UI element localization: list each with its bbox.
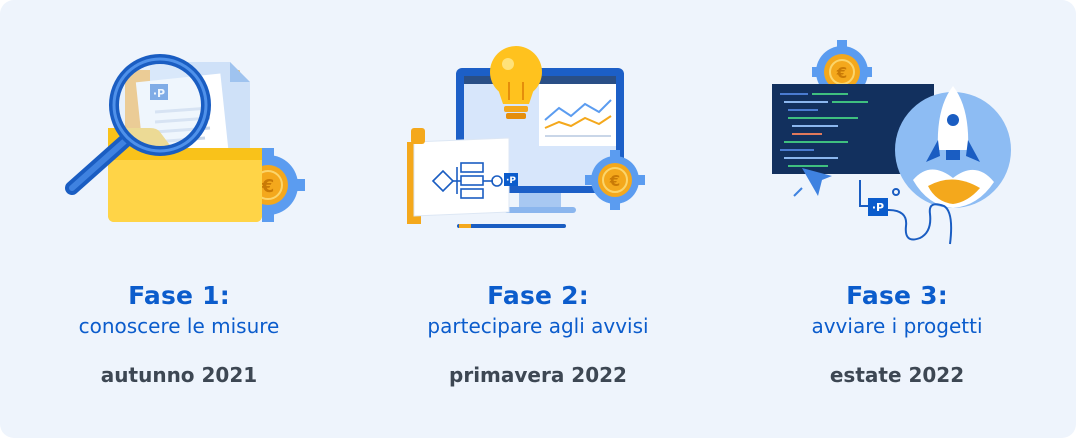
phase-1-illustration bbox=[0, 0, 358, 260]
svg-text:·P: ·P bbox=[871, 201, 885, 214]
phase-subtitle: avviare i progetti bbox=[811, 314, 983, 338]
svg-text:€: € bbox=[836, 64, 848, 82]
phase-2-illustration bbox=[359, 0, 717, 260]
phase-1 bbox=[0, 0, 358, 438]
phase-title: Fase 3: bbox=[846, 281, 948, 310]
phase-date: primavera 2022 bbox=[449, 363, 627, 387]
svg-text:€: € bbox=[609, 172, 621, 190]
phase-title: Fase 1: bbox=[128, 281, 230, 310]
svg-text:·P: ·P bbox=[505, 176, 517, 186]
phase-subtitle: conoscere le misure bbox=[78, 314, 280, 338]
phase-3-illustration bbox=[718, 0, 1076, 260]
phase-3 bbox=[718, 0, 1076, 438]
phase-date: estate 2022 bbox=[829, 363, 965, 387]
svg-text:€: € bbox=[261, 176, 275, 197]
phase-title: Fase 2: bbox=[487, 281, 589, 310]
phase-subtitle: partecipare agli avvisi bbox=[427, 314, 649, 338]
phase-date: autunno 2021 bbox=[100, 363, 258, 387]
phase-2 bbox=[359, 0, 717, 438]
